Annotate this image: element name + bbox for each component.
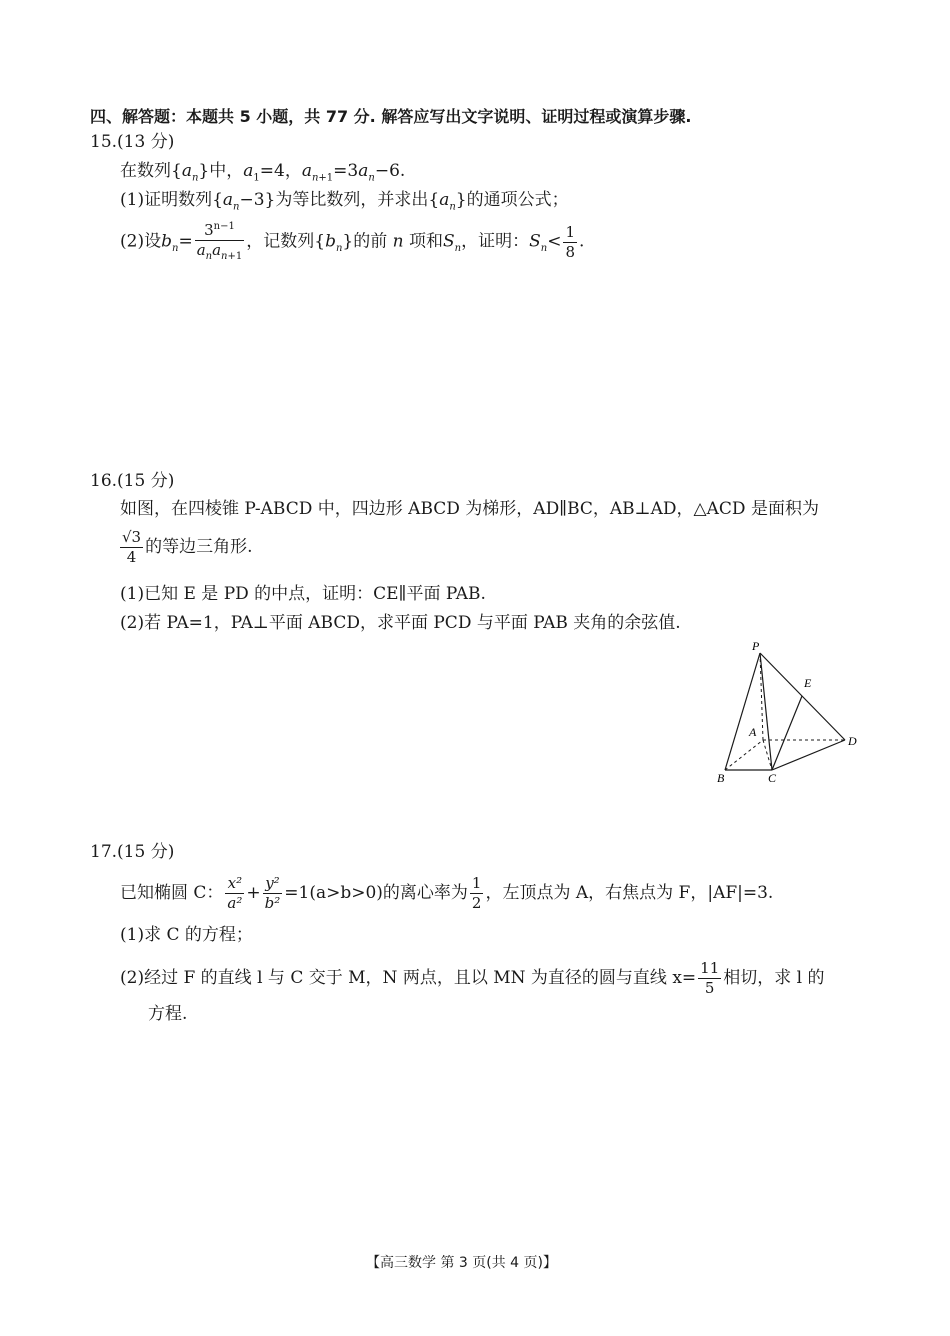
q17-part2-text: 相切，求 l 的: [723, 968, 825, 988]
eleven-fifths-fraction: [698, 961, 721, 996]
q16-number: 16.: [90, 471, 118, 491]
q15-points: (13 分): [117, 132, 175, 152]
frac-den: 4: [126, 548, 137, 566]
q15-stem-text: }中，: [198, 161, 244, 181]
frac-num: 1: [565, 222, 576, 241]
q16-points: (15 分): [117, 471, 175, 491]
q15-b-fraction: $\frac{3^{n-1}}{a_na_{n+1}}$: [196, 221, 243, 262]
frac-den: 2: [471, 894, 482, 912]
q15-part2-text: ，记数列{: [246, 231, 326, 252]
q16-stem-line1: 如图，在四棱锥 P-ABCD 中，四边形 ABCD 为梯形，AD∥BC，AB⊥AD，△ACD 是面积为: [120, 499, 819, 519]
pyramid-figure: [700, 635, 870, 790]
q17-part2-text: (2)经过 F 的直线 l 与 C 交于 M，N 两点，且以 MN 为直径的圆与直线 x=: [120, 968, 697, 988]
q16-part1: (1)已知 E 是 PD 的中点，证明：CE∥平面 PAB.: [120, 584, 486, 604]
one-half-fraction: [470, 876, 484, 911]
q17-number: 17.: [90, 842, 118, 862]
q17-part1: (1)求 C 的方程；: [120, 925, 253, 945]
q15-part1-text: −3}为等比数列，并求出{: [239, 190, 440, 210]
one-eighth-fraction: [563, 222, 577, 261]
label-B: B: [717, 771, 725, 785]
q17-points: (15 分): [117, 842, 175, 862]
frac-num: √3: [122, 528, 142, 546]
q16-stem-text: 的等边三角形.: [145, 537, 253, 557]
q15-header: [90, 131, 174, 153]
edge-AB: [725, 740, 763, 770]
edge-PC: [760, 653, 772, 770]
q15-stem-text: −6.: [374, 161, 406, 181]
label-C: C: [768, 771, 777, 785]
q15-part2-text: }的前: [342, 231, 388, 252]
label-A: A: [749, 725, 757, 739]
frac-num: 3: [204, 221, 214, 239]
q16-part2: (2)若 PA=1，PA⊥平面 ABCD，求平面 PCD 与平面 PAB 夹角的余弦值.: [120, 613, 681, 633]
q15-part2: (2)设$b_n=$ $\frac{3^{n-1}}{a_na_{n+1}}$ ，记数列$\{b_n\}$的前 n 项和$S_n$，证明：$S_n<$ $\frac{1}{8}$ .: [120, 221, 585, 262]
frac-sup: n−1: [213, 221, 235, 232]
q15-stem: 在数列$\{a_n\}$中，$a_1=4$，$a_{n+1}=3a_n-6$.: [120, 161, 406, 184]
x2-over-a2-fraction: [225, 876, 244, 911]
q16-header: [90, 470, 174, 492]
frac-num: 11: [700, 959, 720, 977]
edge-PD: [760, 653, 845, 740]
q15-stem-text: =4，: [259, 161, 302, 181]
q15-part2-text: 项和: [409, 231, 444, 252]
page-footer: 【高三数学 第 3 页(共 4 页)】: [366, 1255, 557, 1271]
q17-header: [90, 841, 174, 863]
label-P: P: [752, 639, 760, 653]
q15-stem-text: 在数列{: [120, 161, 182, 181]
frac-den: a²: [227, 894, 243, 912]
y2-over-b2-fraction: [263, 876, 283, 911]
label-D: D: [848, 734, 857, 748]
q17-stem-text: 已知椭圆 C：: [120, 883, 224, 903]
plus-sign: +: [246, 883, 261, 903]
sqrt3-over-4-fraction: [120, 530, 143, 565]
frac-num: y²: [265, 874, 280, 892]
q17-part2: [120, 961, 825, 996]
edge-PB: [725, 653, 760, 770]
q15-period: .: [579, 231, 585, 252]
frac-num: x²: [227, 874, 243, 892]
q15-part1-text: }的通项公式；: [455, 190, 569, 210]
frac-den: b²: [264, 894, 281, 912]
q17-stem: [120, 876, 773, 911]
q17-stem-text: =1(a>b>0)的离心率为: [284, 883, 468, 903]
q15-part2-text: (2)设: [120, 231, 162, 252]
q15-part1: (1)证明数列$\{a_n-3\}$为等比数列，并求出$\{a_n\}$的通项公式；: [120, 190, 569, 213]
q17-stem-text: ，左顶点为 A，右焦点为 F，|AF|=3.: [485, 883, 774, 903]
frac-den: 8: [565, 242, 576, 261]
q17-part2-cont: 方程.: [148, 1004, 188, 1024]
q16-stem-line2: [118, 530, 253, 565]
q15-stem-text: =3: [333, 161, 359, 181]
frac-num: 1: [471, 874, 482, 892]
section-header: 四、解答题：本题共 5 小题，共 77 分. 解答应写出文字说明、证明过程或演算步骤.: [90, 107, 692, 126]
q15-number: 15.: [90, 132, 118, 152]
frac-den: 5: [704, 979, 715, 997]
q15-part2-text: ，证明：: [461, 231, 530, 252]
label-E: E: [804, 676, 812, 690]
q15-part1-text: (1)证明数列{: [120, 190, 223, 210]
q15-part2-text: <: [547, 231, 562, 252]
